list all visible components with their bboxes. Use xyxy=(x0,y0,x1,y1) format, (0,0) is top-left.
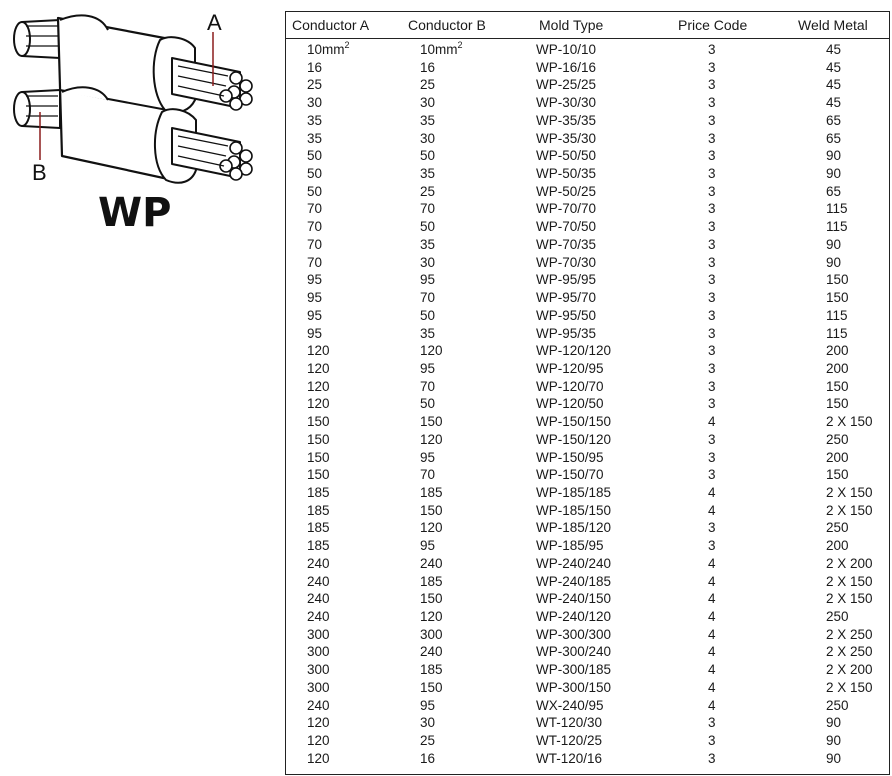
table-row xyxy=(286,271,889,289)
cell-weld-metal: 90 xyxy=(826,236,842,252)
cell-weld-metal: 65 xyxy=(826,130,842,146)
table-body xyxy=(286,41,889,767)
table-row xyxy=(286,661,889,679)
cell-weld-metal: 2 X 150 xyxy=(826,573,873,589)
table-row xyxy=(286,307,889,325)
header-conductor-a: Conductor A xyxy=(292,17,370,33)
cell-price-code: 4 xyxy=(708,414,716,430)
cell-conductor-a: 150 xyxy=(307,467,330,483)
table-row xyxy=(286,519,889,537)
cell-price-code: 4 xyxy=(708,609,716,624)
cell-mold-type: WP-150/95 xyxy=(536,449,604,465)
cell-mold-type: WP-70/30 xyxy=(536,254,597,270)
table-row xyxy=(286,732,889,750)
cell-conductor-b: 185 xyxy=(420,662,443,678)
cell-mold-type: WP-240/240 xyxy=(536,555,612,571)
cell-weld-metal: 90 xyxy=(826,148,842,164)
cell-price-code: 4 xyxy=(708,484,716,500)
cell-mold-type: WP-185/120 xyxy=(536,520,612,536)
table-row xyxy=(286,360,889,378)
table-row xyxy=(286,608,889,626)
cell-price-code: 3 xyxy=(708,396,716,412)
cell-mold-type: WP-240/185 xyxy=(536,573,612,589)
cell-conductor-b: 35 xyxy=(420,166,436,182)
cell-price-code: 3 xyxy=(708,378,716,394)
unit-superscript: 2 xyxy=(344,40,350,50)
cell-conductor-a: 50 xyxy=(307,148,323,164)
cell-conductor-b: 30 xyxy=(420,254,436,270)
cell-conductor-b: 300 xyxy=(420,626,443,642)
table-row xyxy=(286,254,889,272)
label-b: B xyxy=(32,160,47,185)
cell-weld-metal: 2 X 250 xyxy=(826,626,873,642)
header-conductor-b: Conductor B xyxy=(408,17,486,33)
cell-mold-type: WP-150/150 xyxy=(536,414,612,430)
cell-mold-type: WP-70/35 xyxy=(536,236,597,252)
table-row xyxy=(286,76,889,94)
unit-superscript: 2 xyxy=(457,40,463,50)
cell-conductor-a: 185 xyxy=(307,538,330,554)
cell-weld-metal: 150 xyxy=(826,290,849,306)
table-row xyxy=(286,484,889,502)
cell-weld-metal: 115 xyxy=(826,307,848,323)
cell-conductor-b: 185 xyxy=(420,573,443,589)
table-row xyxy=(286,449,889,467)
table-row xyxy=(286,378,889,396)
cell-conductor-b: 50 xyxy=(420,396,436,412)
table-row xyxy=(286,59,889,77)
cell-weld-metal: 250 xyxy=(826,520,849,536)
cell-mold-type: WP-300/185 xyxy=(536,662,612,678)
cell-price-code: 4 xyxy=(708,697,716,713)
cell-conductor-a: 35 xyxy=(307,130,323,146)
cell-mold-type: WT-120/16 xyxy=(536,750,603,766)
cell-weld-metal: 150 xyxy=(826,396,849,412)
cell-conductor-a: 120 xyxy=(307,715,330,731)
cell-conductor-a: 150 xyxy=(307,431,330,447)
cell-conductor-b: 95 xyxy=(420,449,436,465)
cell-weld-metal: 250 xyxy=(826,609,849,624)
table-row xyxy=(286,590,889,608)
cell-conductor-b: 50 xyxy=(420,148,436,164)
cell-mold-type: WP-35/30 xyxy=(536,130,597,146)
cell-conductor-a: 185 xyxy=(307,502,330,518)
cell-conductor-a: 120 xyxy=(307,343,330,359)
cell-mold-type: WP-50/35 xyxy=(536,166,597,182)
cell-conductor-a: 240 xyxy=(307,591,330,607)
cell-price-code: 3 xyxy=(708,95,716,111)
cell-mold-type: WP-120/95 xyxy=(536,360,604,376)
cell-conductor-b: 30 xyxy=(420,715,436,731)
cell-conductor-a: 240 xyxy=(307,555,330,571)
cell-conductor-a: 95 xyxy=(307,290,323,306)
cell-conductor-b: 16 xyxy=(420,750,436,766)
cell-conductor-a: 50 xyxy=(307,166,323,182)
table-row xyxy=(286,431,889,449)
cell-weld-metal: 250 xyxy=(826,431,849,447)
cell-price-code: 3 xyxy=(708,467,716,483)
cell-conductor-a: 25 xyxy=(307,77,323,93)
cell-weld-metal: 45 xyxy=(826,77,842,93)
table-row xyxy=(286,573,889,591)
table-row xyxy=(286,643,889,661)
cell-weld-metal: 200 xyxy=(826,360,849,376)
cell-price-code: 3 xyxy=(708,236,716,252)
table-row xyxy=(286,200,889,218)
cell-price-code: 3 xyxy=(708,307,716,323)
cell-weld-metal: 90 xyxy=(826,715,842,731)
cell-weld-metal: 115 xyxy=(826,201,848,217)
cell-price-code: 4 xyxy=(708,626,716,642)
cell-conductor-a: 30 xyxy=(307,95,323,111)
cell-price-code: 3 xyxy=(708,343,716,359)
cell-conductor-b: 150 xyxy=(420,591,443,607)
cell-conductor-b: 95 xyxy=(420,697,436,713)
cell-price-code: 4 xyxy=(708,502,716,518)
cell-price-code: 3 xyxy=(708,183,716,199)
cell-mold-type: WP-16/16 xyxy=(536,59,597,75)
cell-mold-type: WT-120/30 xyxy=(536,715,603,731)
table-row xyxy=(286,750,889,768)
table-row xyxy=(286,218,889,236)
cell-conductor-b: 30 xyxy=(420,130,436,146)
cell-price-code: 3 xyxy=(708,166,716,182)
cell-mold-type: WP-50/25 xyxy=(536,183,597,199)
cell-price-code: 4 xyxy=(708,662,716,678)
cell-weld-metal: 2 X 200 xyxy=(826,662,873,678)
label-a: A xyxy=(207,10,222,35)
table-row xyxy=(286,41,889,59)
table-header xyxy=(286,12,889,39)
header-mold-type: Mold Type xyxy=(539,17,604,33)
cell-mold-type: WP-25/25 xyxy=(536,77,597,93)
cell-price-code: 4 xyxy=(708,591,716,607)
cell-weld-metal: 90 xyxy=(826,166,842,182)
cell-weld-metal: 200 xyxy=(826,538,849,554)
cell-price-code: 3 xyxy=(708,148,716,164)
cell-mold-type: WP-95/95 xyxy=(536,272,597,288)
table-row xyxy=(286,94,889,112)
cell-price-code: 3 xyxy=(708,538,716,554)
cell-conductor-a: 50 xyxy=(307,183,323,199)
cell-price-code: 3 xyxy=(708,254,716,270)
cell-mold-type: WP-95/50 xyxy=(536,307,597,323)
cell-mold-type: WT-120/25 xyxy=(536,733,603,749)
cell-weld-metal: 90 xyxy=(826,254,842,270)
cell-mold-type: WP-240/150 xyxy=(536,591,612,607)
mold-selection-table xyxy=(285,11,890,775)
cell-conductor-b: 50 xyxy=(420,219,436,235)
cell-price-code: 3 xyxy=(708,42,716,57)
cell-conductor-b: 120 xyxy=(420,431,443,447)
cell-conductor-b: $10mm^2$ xyxy=(420,40,463,57)
table-row xyxy=(286,289,889,307)
cell-weld-metal: 2 X 150 xyxy=(826,414,873,430)
cell-price-code: 3 xyxy=(708,431,716,447)
table-row xyxy=(286,626,889,644)
cell-weld-metal: 250 xyxy=(826,697,849,713)
unit-label: mm xyxy=(322,42,345,57)
cell-price-code: 4 xyxy=(708,555,716,571)
cell-conductor-b: 95 xyxy=(420,360,436,376)
cell-conductor-a: $10mm^2$ xyxy=(307,40,350,57)
cell-mold-type: WX-240/95 xyxy=(536,697,604,713)
cell-mold-type: WP-185/95 xyxy=(536,538,604,554)
cell-price-code: 3 xyxy=(708,360,716,376)
cell-weld-metal: 150 xyxy=(826,378,849,394)
cell-conductor-a: 300 xyxy=(307,644,330,660)
cell-mold-type: WP-300/150 xyxy=(536,679,612,695)
cell-conductor-b: 95 xyxy=(420,538,436,554)
cell-conductor-b: 70 xyxy=(420,290,436,306)
cell-conductor-a: 185 xyxy=(307,520,330,536)
cell-conductor-b: 16 xyxy=(420,59,436,75)
cell-conductor-a: 120 xyxy=(307,378,330,394)
table-row xyxy=(286,413,889,431)
header-price-code: Price Code xyxy=(678,17,748,33)
cell-weld-metal: 65 xyxy=(826,112,842,128)
table-row xyxy=(286,342,889,360)
cell-price-code: 3 xyxy=(708,130,716,146)
cell-conductor-b: 120 xyxy=(420,609,443,624)
cell-price-code: 3 xyxy=(708,112,716,128)
cell-weld-metal: 150 xyxy=(826,272,849,288)
cell-weld-metal: 2 X 250 xyxy=(826,644,873,660)
cell-weld-metal: 115 xyxy=(826,325,848,341)
cell-price-code: 3 xyxy=(708,325,716,341)
cell-mold-type: WP-150/70 xyxy=(536,467,604,483)
cell-mold-type: WP-50/50 xyxy=(536,148,597,164)
cell-mold-type: WP-30/30 xyxy=(536,95,597,111)
cell-conductor-a: 185 xyxy=(307,484,330,500)
cell-price-code: 3 xyxy=(708,59,716,75)
cell-conductor-a: 300 xyxy=(307,662,330,678)
cell-conductor-a: 95 xyxy=(307,325,323,341)
cell-weld-metal: 115 xyxy=(826,219,848,235)
cell-weld-metal: 2 X 200 xyxy=(826,555,873,571)
cell-weld-metal: 2 X 150 xyxy=(826,502,873,518)
cell-conductor-a: 95 xyxy=(307,307,323,323)
table-row xyxy=(286,130,889,148)
cell-conductor-a: 150 xyxy=(307,449,330,465)
cell-conductor-a: 120 xyxy=(307,733,330,749)
header-weld-metal: Weld Metal xyxy=(798,17,868,33)
table-row xyxy=(286,236,889,254)
product-name: WP xyxy=(98,190,172,236)
cell-mold-type: WP-120/120 xyxy=(536,343,612,359)
cell-weld-metal: 90 xyxy=(826,733,842,749)
cell-conductor-b: 25 xyxy=(420,183,436,199)
cell-conductor-b: 35 xyxy=(420,112,436,128)
cell-conductor-b: 35 xyxy=(420,325,436,341)
cell-conductor-a: 70 xyxy=(307,219,323,235)
cell-conductor-b: 150 xyxy=(420,414,443,430)
cell-price-code: 3 xyxy=(708,750,716,766)
cell-conductor-b: 240 xyxy=(420,555,443,571)
table-row xyxy=(286,325,889,343)
cell-price-code: 3 xyxy=(708,520,716,536)
table-row xyxy=(286,165,889,183)
cell-mold-type: WP-240/120 xyxy=(536,609,612,624)
cell-conductor-a: 300 xyxy=(307,626,330,642)
table-row xyxy=(286,183,889,201)
cell-weld-metal: 200 xyxy=(826,343,849,359)
cell-mold-type: WP-300/300 xyxy=(536,626,612,642)
cell-mold-type: WP-70/70 xyxy=(536,201,597,217)
table-row xyxy=(286,537,889,555)
cell-price-code: 3 xyxy=(708,201,716,217)
cell-conductor-b: 50 xyxy=(420,307,436,323)
cell-conductor-b: 70 xyxy=(420,467,436,483)
cell-price-code: 3 xyxy=(708,715,716,731)
unit-label: mm xyxy=(435,42,458,57)
cell-weld-metal: 45 xyxy=(826,59,842,75)
cell-mold-type: WP-150/120 xyxy=(536,431,612,447)
cell-conductor-b: 240 xyxy=(420,644,443,660)
cell-price-code: 3 xyxy=(708,733,716,749)
table-row xyxy=(286,714,889,732)
cell-weld-metal: 2 X 150 xyxy=(826,484,873,500)
cell-conductor-b: 35 xyxy=(420,236,436,252)
cell-conductor-b: 95 xyxy=(420,272,436,288)
cell-conductor-a: 240 xyxy=(307,573,330,589)
table-row xyxy=(286,147,889,165)
cell-weld-metal: 150 xyxy=(826,467,849,483)
cell-conductor-a: 240 xyxy=(307,609,330,624)
wp-mold-diagram xyxy=(0,0,280,240)
cell-conductor-b: 70 xyxy=(420,378,436,394)
cell-conductor-b: 150 xyxy=(420,679,443,695)
cell-conductor-a: 70 xyxy=(307,236,323,252)
cell-mold-type: WP-35/35 xyxy=(536,112,597,128)
cell-mold-type: WP-300/240 xyxy=(536,644,612,660)
cell-weld-metal: 2 X 150 xyxy=(826,679,873,695)
cell-conductor-b: 185 xyxy=(420,484,443,500)
cell-weld-metal: 2 X 150 xyxy=(826,591,873,607)
cell-mold-type: WP-95/35 xyxy=(536,325,597,341)
cell-conductor-b: 25 xyxy=(420,733,436,749)
cell-price-code: 3 xyxy=(708,290,716,306)
table-row xyxy=(286,466,889,484)
table-row xyxy=(286,679,889,697)
cell-mold-type: WP-185/150 xyxy=(536,502,612,518)
cell-conductor-b: 120 xyxy=(420,343,443,359)
cell-mold-type: WP-70/50 xyxy=(536,219,597,235)
cell-conductor-a: 120 xyxy=(307,396,330,412)
cell-weld-metal: 45 xyxy=(826,42,842,57)
table-row xyxy=(286,697,889,715)
cell-mold-type: WP-95/70 xyxy=(536,290,597,306)
cell-weld-metal: 65 xyxy=(826,183,842,199)
table-row xyxy=(286,555,889,573)
table-row xyxy=(286,112,889,130)
cell-conductor-a: 120 xyxy=(307,750,330,766)
cell-conductor-a: 120 xyxy=(307,360,330,376)
cell-conductor-a: 240 xyxy=(307,697,330,713)
cell-weld-metal: 200 xyxy=(826,449,849,465)
cell-price-code: 4 xyxy=(708,573,716,589)
cell-price-code: 4 xyxy=(708,679,716,695)
cell-mold-type: WP-120/70 xyxy=(536,378,604,394)
table-row xyxy=(286,502,889,520)
cell-conductor-a: 95 xyxy=(307,272,323,288)
cell-conductor-a: 70 xyxy=(307,254,323,270)
table-row xyxy=(286,395,889,413)
cell-conductor-a: 150 xyxy=(307,414,330,430)
cell-mold-type: WP-10/10 xyxy=(536,42,597,57)
cell-conductor-a: 35 xyxy=(307,112,323,128)
cell-conductor-b: 150 xyxy=(420,502,443,518)
cell-conductor-a: 70 xyxy=(307,201,323,217)
cell-price-code: 3 xyxy=(708,449,716,465)
cell-conductor-b: 120 xyxy=(420,520,443,536)
cell-price-code: 4 xyxy=(708,644,716,660)
cell-conductor-b: 25 xyxy=(420,77,436,93)
cell-mold-type: WP-185/185 xyxy=(536,484,612,500)
cell-weld-metal: 45 xyxy=(826,95,842,111)
cell-conductor-a: 300 xyxy=(307,679,330,695)
cell-price-code: 3 xyxy=(708,77,716,93)
cell-weld-metal: 90 xyxy=(826,750,842,766)
cell-conductor-b: 70 xyxy=(420,201,436,217)
cell-price-code: 3 xyxy=(708,219,716,235)
cell-conductor-b: 30 xyxy=(420,95,436,111)
cell-price-code: 3 xyxy=(708,272,716,288)
cell-conductor-a: 16 xyxy=(307,59,323,75)
cell-mold-type: WP-120/50 xyxy=(536,396,604,412)
